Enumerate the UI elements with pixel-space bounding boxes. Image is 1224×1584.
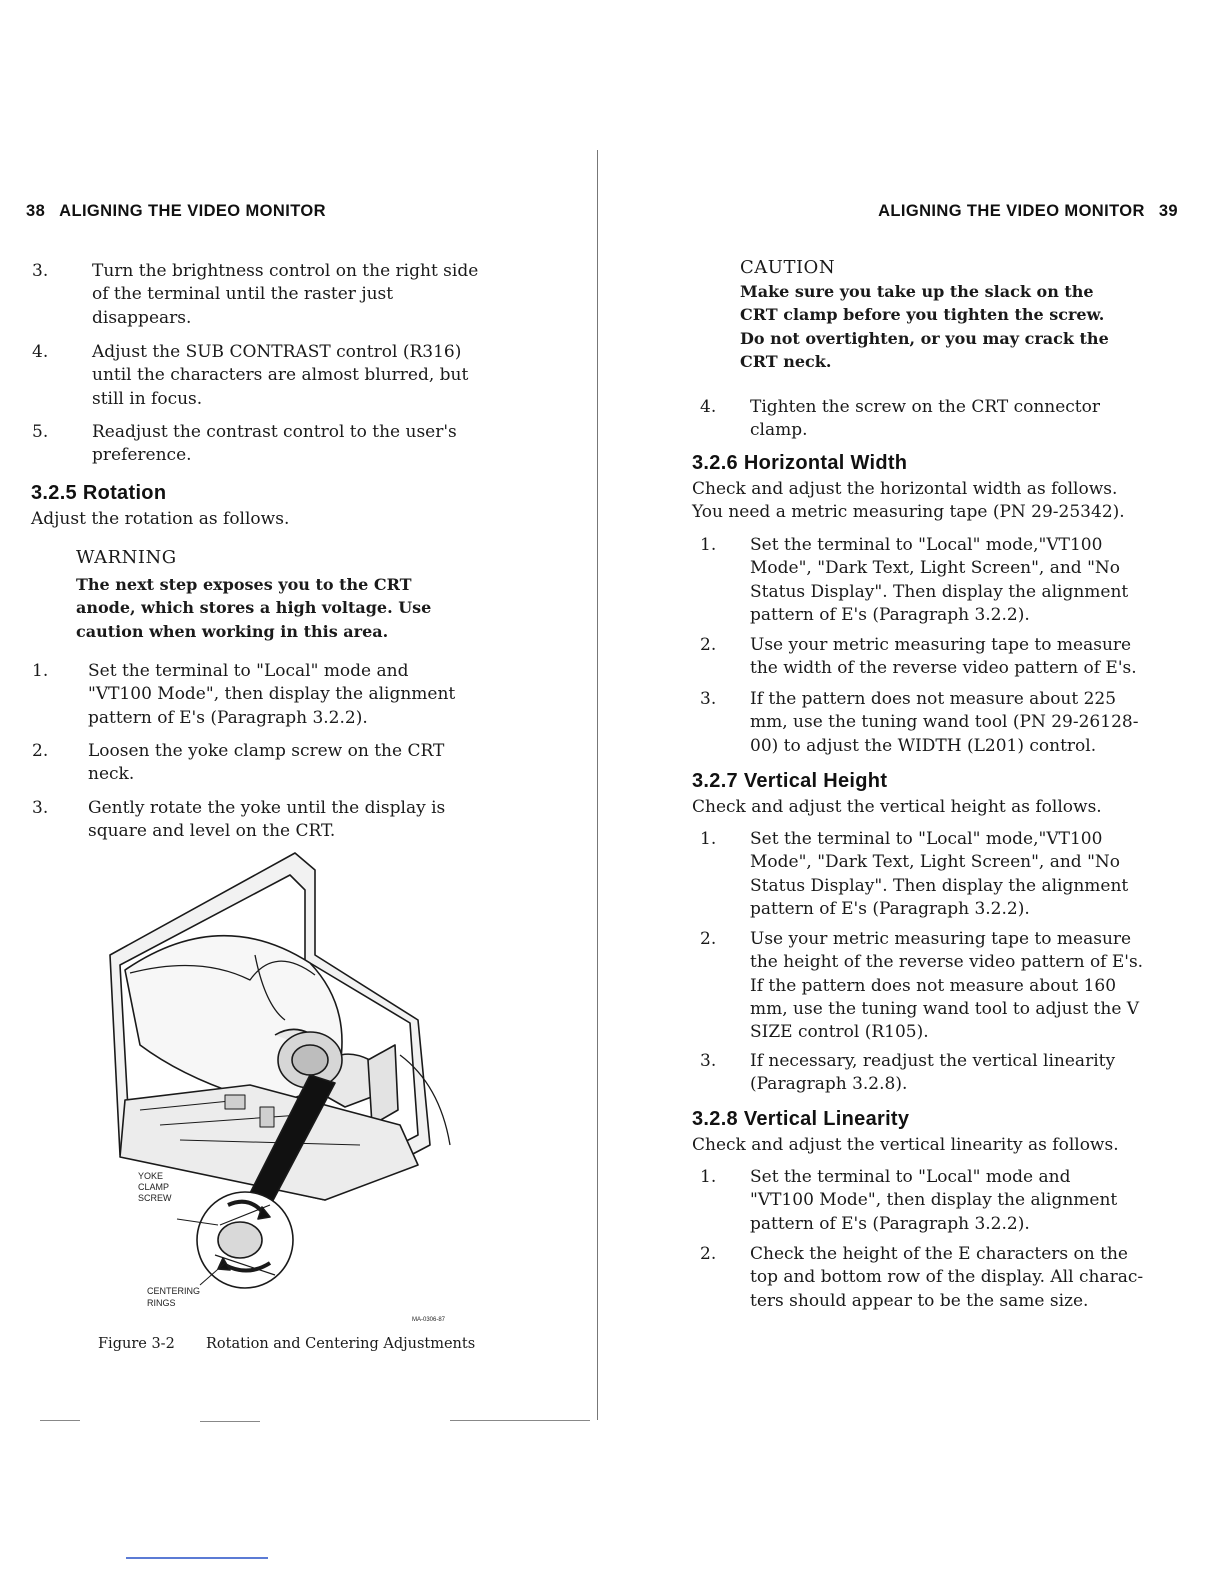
page-number: 38: [26, 202, 46, 220]
label-yoke-line3: SCREW: [138, 1193, 172, 1203]
text-line: Adjust the SUB CONTRAST control (R316): [92, 342, 462, 362]
text-line: SIZE control (R105).: [750, 1022, 929, 1043]
step-number: 3.: [700, 1051, 717, 1071]
text-line: You need a metric measuring tape (PN 29-25342).: [692, 502, 1125, 522]
right-page: [612, 0, 1224, 1584]
text-line: ters should appear to be the same size.: [750, 1290, 1089, 1311]
step-number: 1.: [700, 829, 717, 849]
left-running-head: [26, 202, 326, 221]
step-number: 3.: [32, 261, 49, 281]
step-number: 1.: [32, 661, 49, 681]
text-line: mm, use the tuning wand tool (PN 29-26128-: [750, 712, 1139, 733]
text-line: If the pattern does not measure about 225: [750, 689, 1117, 709]
text-line: Do not overtighten, or you may crack the: [740, 328, 1109, 348]
text-line: Check the height of the E characters on the: [750, 1244, 1128, 1264]
text-line: Loosen the yoke clamp screw on the CRT: [88, 741, 445, 761]
section-heading: 3.2.6 Horizontal Width: [692, 452, 908, 474]
section-intro: [692, 1134, 1119, 1157]
text-line: If the pattern does not measure about 160: [750, 975, 1117, 996]
caution-notice: [740, 256, 1210, 373]
text-line: Use your metric measuring tape to measure: [750, 929, 1132, 949]
text-line: top and bottom row of the display. All charac-: [750, 1267, 1144, 1288]
text-line: pattern of E's (Paragraph 3.2.2).: [750, 1213, 1030, 1234]
text-line: Check and adjust the horizontal width as follows.: [692, 479, 1118, 499]
step-number: 2.: [700, 929, 717, 949]
page-gutter: [597, 150, 598, 1420]
text-line: Make sure you take up the slack on the: [740, 282, 1094, 301]
figure-title: Rotation and Centering Adjustments: [206, 1336, 476, 1352]
crt-rotation-illustration: [100, 845, 460, 1325]
step-number: 2.: [700, 635, 717, 655]
text-line: pattern of E's (Paragraph 3.2.2).: [88, 707, 368, 728]
text-line: CRT clamp before you tighten the screw.: [740, 305, 1105, 325]
text-line: Use your metric measuring tape to measure: [750, 635, 1132, 655]
warning-title: WARNING: [76, 547, 177, 568]
scan-speck: [200, 1421, 260, 1422]
warning-notice: [76, 546, 576, 643]
section-heading: 3.2.7 Vertical Height: [692, 770, 888, 792]
step-number: 4.: [700, 397, 717, 417]
caution-title: CAUTION: [740, 257, 836, 278]
text-line: If necessary, readjust the vertical linearity: [750, 1051, 1116, 1071]
section-intro: [692, 796, 1102, 819]
text-line: (Paragraph 3.2.8).: [750, 1074, 908, 1095]
page-number: 39: [1158, 202, 1178, 220]
section-heading: 3.2.8 Vertical Linearity: [692, 1108, 910, 1130]
text-line: Check and adjust the vertical height as follows.: [692, 797, 1102, 817]
step-number: 4.: [32, 342, 49, 362]
figure-code: MA-0306-87: [412, 1317, 446, 1323]
step-number: 5.: [32, 422, 49, 442]
label-rings-line1: CENTERING: [147, 1286, 201, 1296]
text-line: preference.: [92, 445, 192, 466]
text-line: still in focus.: [92, 388, 203, 409]
figure-caption: [98, 1336, 475, 1352]
text-line: of the terminal until the raster just: [92, 284, 394, 305]
step-number: 2.: [700, 1244, 717, 1264]
text-line: Set the terminal to "Local" mode,"VT100: [750, 829, 1103, 849]
text-line: Tighten the screw on the CRT connector: [750, 397, 1100, 417]
text-line: Mode", "Dark Text, Light Screen", and "No: [750, 852, 1121, 873]
text-line: Set the terminal to "Local" mode and: [88, 661, 409, 681]
text-line: pattern of E's (Paragraph 3.2.2).: [750, 898, 1030, 919]
section-intro: [692, 478, 1125, 524]
step-number: 1.: [700, 1167, 717, 1187]
text-line: clamp.: [750, 420, 808, 441]
text-line: Readjust the contrast control to the user's: [92, 422, 457, 442]
mounting-bracket: [368, 1045, 398, 1125]
text-line: pattern of E's (Paragraph 3.2.2).: [750, 604, 1030, 625]
text-line: "VT100 Mode", then display the alignment: [750, 1190, 1118, 1211]
text-line: mm, use the tuning wand tool to adjust the V: [750, 998, 1140, 1019]
figure-label: Figure 3-2: [98, 1336, 175, 1352]
label-rings-line2: RINGS: [147, 1298, 176, 1308]
text-line: disappears.: [92, 307, 192, 328]
text-line: neck.: [88, 764, 135, 785]
label-yoke-line1: YOKE: [138, 1171, 164, 1181]
text-line: caution when working in this area.: [76, 621, 389, 641]
text-line: Set the terminal to "Local" mode and: [750, 1167, 1071, 1187]
scan-underline-mark: [126, 1557, 268, 1559]
running-head-title: ALIGNING THE VIDEO MONITOR: [59, 202, 326, 220]
step-number: 3.: [32, 798, 49, 818]
text-line: Check and adjust the vertical linearity as follows.: [692, 1135, 1119, 1155]
text-line: The next step exposes you to the CRT: [76, 575, 412, 594]
scan-speck: [40, 1420, 80, 1421]
step-number: 1.: [700, 535, 717, 555]
text-line: Status Display". Then display the alignment: [750, 875, 1129, 896]
text-line: Status Display". Then display the alignment: [750, 581, 1129, 602]
text-line: Gently rotate the yoke until the display is: [88, 798, 446, 818]
text-line: Turn the brightness control on the right side: [92, 261, 479, 281]
text-line: until the characters are almost blurred, but: [92, 365, 469, 386]
text-line: Set the terminal to "Local" mode,"VT100: [750, 535, 1103, 555]
text-line: square and level on the CRT.: [88, 821, 336, 842]
section-intro: Adjust the rotation as follows.: [31, 509, 290, 529]
step-number: 3.: [700, 689, 717, 709]
text-line: anode, which stores a high voltage. Use: [76, 598, 432, 618]
right-running-head: [878, 202, 1178, 221]
label-yoke-line2: CLAMP: [138, 1182, 170, 1192]
text-line: the height of the reverse video pattern of E's.: [750, 952, 1144, 973]
text-line: CRT neck.: [740, 351, 832, 371]
running-head-title: ALIGNING THE VIDEO MONITOR: [878, 202, 1145, 220]
text-line: 00) to adjust the WIDTH (L201) control.: [750, 735, 1097, 756]
text-line: the width of the reverse video pattern of E's.: [750, 658, 1137, 679]
text-line: Mode", "Dark Text, Light Screen", and "No: [750, 558, 1121, 579]
section-heading: 3.2.5 Rotation: [31, 482, 167, 504]
step-number: 2.: [32, 741, 49, 761]
scan-speck: [450, 1420, 590, 1421]
text-line: "VT100 Mode", then display the alignment: [88, 684, 456, 705]
